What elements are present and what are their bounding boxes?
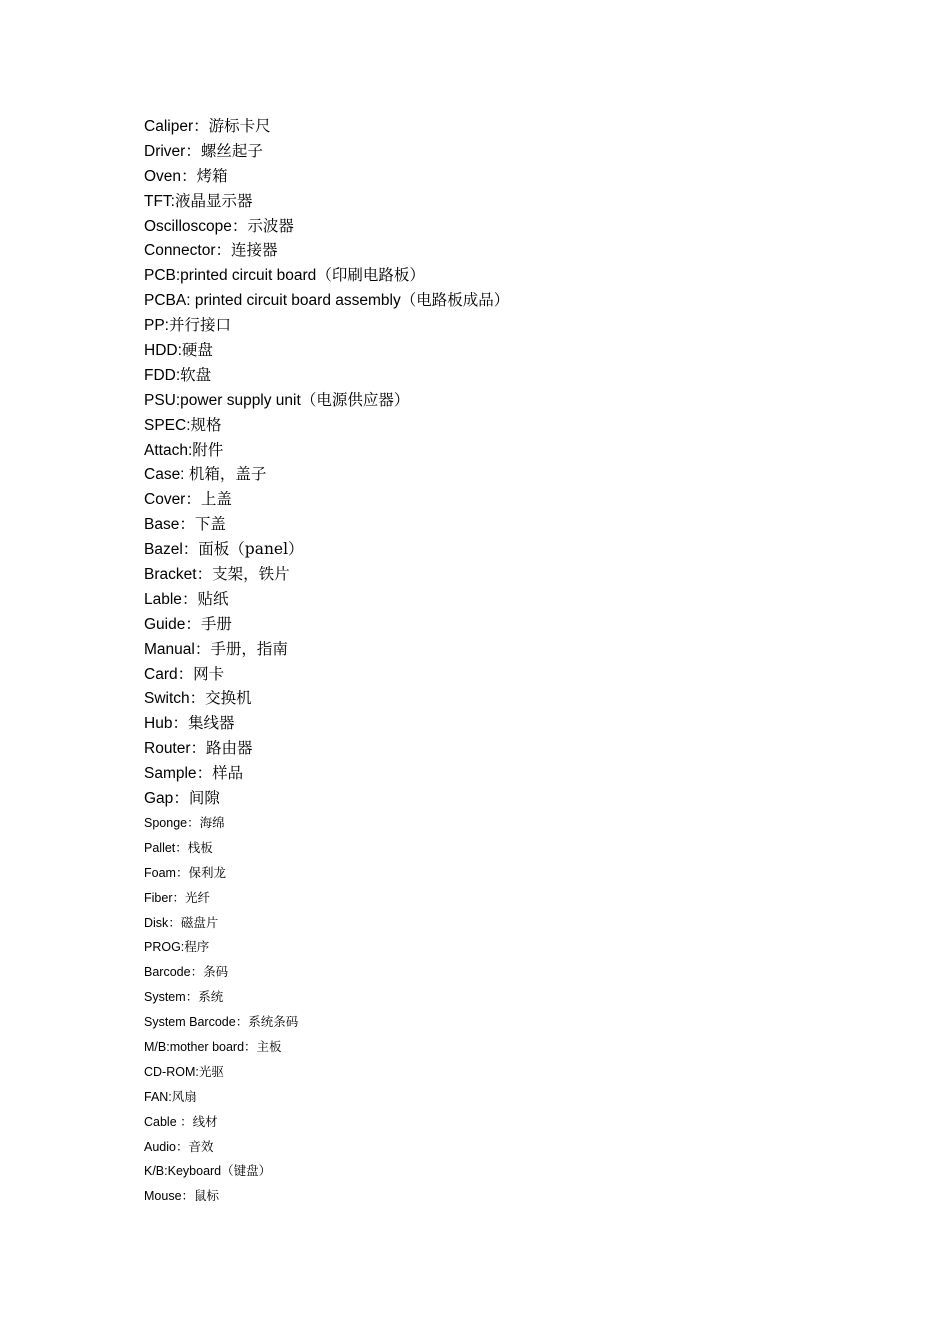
glossary-term-english: Driver (144, 142, 186, 160)
glossary-term-chinese: （印刷电路板） (316, 266, 425, 285)
glossary-term-english: HDD: (144, 342, 182, 360)
glossary-term-chinese: ：路由器 (190, 739, 253, 758)
glossary-term-chinese: ：烤箱 (181, 166, 228, 185)
glossary-term-english: Audio (144, 1139, 176, 1154)
glossary-entry (144, 114, 509, 139)
glossary-term-chinese: 机箱，盖子 (188, 465, 267, 484)
glossary-term-english: Hub (144, 715, 173, 733)
glossary-term-english: FAN: (144, 1089, 172, 1104)
glossary-entry (144, 1085, 509, 1110)
glossary-term-chinese: （键盘） (221, 1163, 272, 1179)
glossary-entry (144, 1035, 509, 1060)
glossary-term-english: K/B:Keyboard (144, 1164, 222, 1179)
glossary-term-chinese: ：手册 (185, 614, 232, 633)
glossary-term-english: Foam (144, 865, 176, 880)
glossary-term-chinese: ：面板（panel） (182, 540, 304, 559)
glossary-term-english: Base (144, 516, 180, 534)
glossary-term-english: Cable (144, 1114, 181, 1129)
glossary-term-english: FDD: (144, 366, 181, 384)
glossary-term-english: Lable (144, 590, 182, 608)
glossary-entry (144, 189, 509, 214)
glossary-term-chinese: ：手册，指南 (194, 639, 288, 658)
glossary-entry (144, 1159, 509, 1184)
glossary-entry (144, 960, 509, 985)
glossary-term-chinese: ：主板 (244, 1038, 282, 1054)
glossary-entry (144, 164, 509, 189)
glossary-entry (144, 1060, 509, 1085)
glossary-term-chinese: 程序 (184, 939, 210, 955)
glossary-term-chinese: 并行接口 (168, 316, 231, 335)
glossary-term-chinese: ：下盖 (179, 515, 226, 534)
glossary-term-english: Card (144, 665, 178, 683)
glossary-entry (144, 313, 509, 338)
glossary-entry (144, 263, 509, 288)
glossary-entry (144, 1110, 509, 1135)
glossary-entry (144, 363, 509, 388)
glossary-entry (144, 338, 509, 363)
glossary-entry (144, 512, 509, 537)
glossary-term-english: PROG: (144, 940, 185, 955)
glossary-term-chinese: （电源供应器） (300, 390, 410, 409)
glossary-term-chinese: ：网卡 (177, 664, 225, 683)
glossary-entry (144, 238, 509, 263)
glossary-entry (144, 562, 509, 587)
glossary-term-chinese: ：系统 (185, 989, 224, 1005)
glossary-term-chinese: 光驱 (198, 1063, 224, 1079)
glossary-entry (144, 587, 509, 612)
glossary-term-chinese: ：海绵 (187, 814, 225, 830)
glossary-entry (144, 1135, 509, 1160)
glossary-term-english: PP: (144, 317, 169, 335)
glossary-term-english: PCB:printed circuit board (144, 267, 317, 285)
glossary-term-english: Oven (144, 167, 182, 185)
glossary-term-english: Switch (144, 690, 190, 708)
glossary-entry (144, 487, 509, 512)
glossary-entry (144, 886, 509, 911)
glossary-entry (144, 761, 509, 786)
glossary-term-chinese: ：样品 (196, 764, 244, 783)
glossary-term-english: Fiber (144, 890, 173, 905)
glossary-term-chinese: ：间隙 (173, 789, 220, 808)
glossary-term-english: Attach: (144, 441, 193, 459)
glossary-term-english: Disk (144, 915, 169, 930)
glossary-entry (144, 637, 509, 662)
glossary-entry (144, 413, 509, 438)
glossary-term-english: M/B:mother board (144, 1039, 245, 1054)
glossary-term-english: Sponge (144, 815, 188, 830)
glossary-term-english: Sample (144, 765, 197, 783)
glossary-term-chinese: ：栈板 (175, 839, 213, 855)
glossary-entry (144, 786, 509, 811)
glossary-entry (144, 985, 509, 1010)
glossary-term-chinese: 硬盘 (181, 341, 213, 360)
glossary-entry (144, 612, 509, 637)
glossary-entry (144, 836, 509, 861)
glossary-term-chinese: ：交换机 (189, 689, 252, 708)
glossary-entry (144, 811, 509, 836)
glossary-term-english: PCBA: printed circuit board assembly (144, 292, 401, 310)
glossary-term-english: Oscilloscope (144, 217, 232, 235)
glossary-term-english: SPEC: (144, 416, 191, 434)
glossary-entry (144, 388, 509, 413)
glossary-entry (144, 288, 509, 313)
glossary-term-english: Cover (144, 491, 186, 509)
glossary-term-chinese: ：示波器 (231, 216, 294, 235)
glossary-entry (144, 736, 509, 761)
glossary-term-chinese: ：条码 (190, 964, 229, 980)
glossary-term-chinese: 软盘 (180, 365, 212, 384)
glossary-term-english: System Barcode (144, 1015, 236, 1030)
glossary-term-chinese: ：上盖 (185, 490, 232, 509)
glossary-term-english: Barcode (144, 965, 191, 980)
glossary-term-english: Guide (144, 615, 186, 633)
glossary-term-english: Router (144, 740, 191, 758)
glossary-entry (144, 711, 509, 736)
glossary-term-english: Case: (144, 466, 189, 484)
glossary-term-english: Gap (144, 790, 174, 808)
glossary-term-english: CD-ROM: (144, 1064, 199, 1079)
glossary-term-chinese: ：鼠标 (181, 1188, 220, 1204)
glossary-entry (144, 537, 509, 562)
glossary-entry (144, 139, 509, 164)
glossary-entry (144, 686, 509, 711)
glossary-term-chinese: ：系统条码 (235, 1014, 299, 1030)
glossary-term-chinese: ：支架，铁片 (196, 565, 290, 584)
glossary-term-chinese: 风扇 (171, 1088, 197, 1104)
glossary-entry (144, 935, 509, 960)
glossary-term-english: TFT: (144, 192, 175, 210)
glossary-entry (144, 911, 509, 936)
glossary-term-chinese: 规格 (190, 415, 222, 434)
glossary-term-chinese: ：保利龙 (175, 864, 226, 880)
glossary-entry (144, 462, 509, 487)
glossary-term-english: Pallet (144, 840, 176, 855)
glossary-entry (144, 438, 509, 463)
glossary-term-english: Bracket (144, 566, 197, 584)
glossary-term-chinese: ：游标卡尺 (193, 117, 271, 135)
glossary-list (144, 114, 509, 1209)
glossary-term-chinese: ：音效 (175, 1138, 214, 1154)
glossary-term-english: PSU:power supply unit (144, 391, 301, 409)
glossary-term-english: Mouse (144, 1189, 182, 1204)
glossary-term-chinese: （电路板成品） (400, 291, 510, 310)
glossary-term-chinese: 附件 (192, 440, 224, 459)
glossary-entry (144, 861, 509, 886)
glossary-term-chinese: ：磁盘片 (168, 914, 219, 930)
glossary-entry (144, 214, 509, 239)
glossary-entry (144, 662, 509, 687)
glossary-entry (144, 1184, 509, 1209)
glossary-term-english: Bazel (144, 541, 183, 559)
glossary-term-english: Connector (144, 242, 216, 260)
glossary-term-chinese: ：螺丝起子 (185, 141, 263, 160)
glossary-term-english: Manual (144, 640, 195, 658)
glossary-term-chinese: 液晶显示器 (175, 191, 253, 210)
glossary-term-chinese: ：集线器 (172, 714, 235, 733)
glossary-term-english: Caliper (144, 118, 194, 135)
glossary-entry (144, 1010, 509, 1035)
glossary-term-chinese: ：光纤 (172, 889, 210, 905)
glossary-term-english: System (144, 990, 186, 1005)
glossary-term-chinese: ：贴纸 (181, 589, 229, 608)
glossary-term-chinese: ：线材 (180, 1113, 218, 1129)
glossary-term-chinese: ：连接器 (215, 241, 278, 260)
